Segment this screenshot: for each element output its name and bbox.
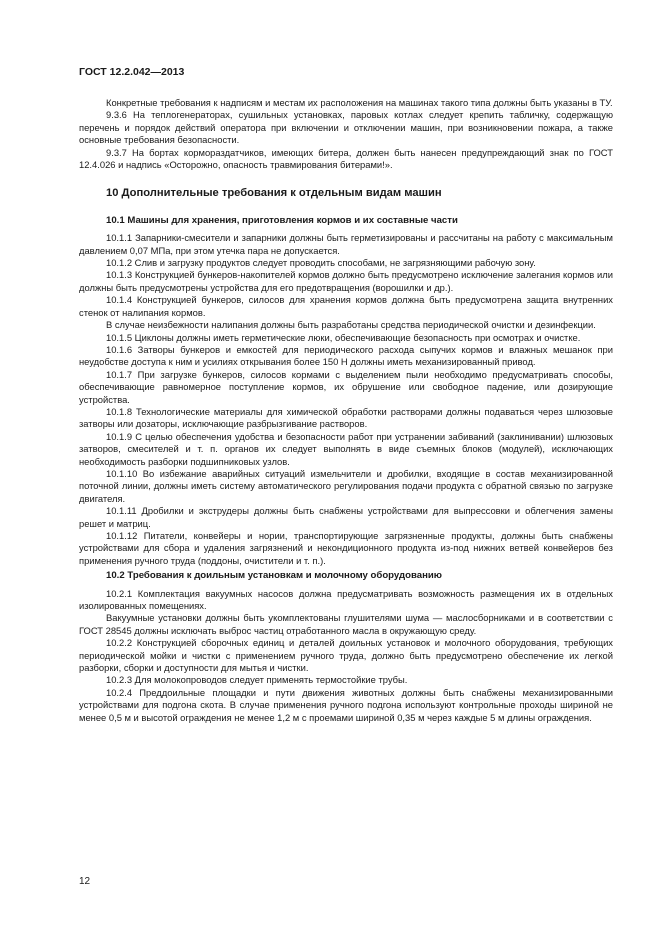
paragraph: 10.1.5 Циклоны должны иметь герметические люки, обеспечивающие безопасность при осмотрах и очистке. (106, 331, 581, 343)
paragraph: 10.2.3 Для молокопроводов следует применять термостойкие трубы. (106, 674, 408, 686)
paragraph: 10.1.10 Во избежание аварийных ситуаций измельчители и дробилки, входящие в состав механизированной поточной линии, должны иметь систему автоматического регулирования подачи продукта с обратной связью по загрузке двигателя. (79, 467, 613, 504)
paragraph: 10.1.3 Конструкцией бункеров-накопителей кормов должно быть предусмотрено исключение залегания кормов или должны быть предусмотрены устройства для его предотвращения (ворошилки и др.). (79, 269, 613, 293)
paragraph: 9.3.6 На теплогенераторах, сушильных установках, паровых котлах следует крепить табличку, содержащую перечень и порядок действий оператора при включении и отключении машин, при возникновении пожара, а также основные требования безопасности. (79, 109, 613, 146)
subsection-heading: 10.2 Требования к доильным установкам и молочному оборудованию (106, 570, 442, 582)
page-number: 12 (79, 876, 91, 887)
paragraph: 10.1.11 Дробилки и экструдеры должны быть снабжены устройствами для выпрессовки и облегчения замены решет и матриц. (79, 505, 613, 529)
document-body (79, 97, 613, 724)
paragraph: 10.2.2 Конструкцией сборочных единиц и деталей доильных установок и молочного оборудования, требующих периодической мойки и чистки с применением ручного труда, должно быть предусмотрено обеспечение их легкой разборки, сборки и доступности для мытья и чистки. (79, 637, 613, 674)
paragraph: 10.2.1 Комплектация вакуумных насосов должна предусматривать возможность размещения их в отдельных изолированных помещениях. (79, 587, 613, 612)
section-heading: 10 Дополнительные требования к отдельным видам машин (106, 187, 442, 200)
paragraph: 10.1.4 Конструкцией бункеров, силосов для хранения кормов должна быть предусмотрена защита внутренних стенок от налипания кормов. (79, 294, 613, 318)
paragraph: 10.1.1 Запарники-смесители и запарники должны быть герметизированы и рассчитаны на работу с максимальным давлением 0,07 МПа, при этом утечка пара не допускается. (79, 232, 613, 256)
paragraph: 10.1.7 При загрузке бункеров, силосов кормами с выделением пыли необходимо предусматривать способы, обеспечивающие равномерное поступление кормов, их обрушение или свободное падение, или дозирующие устройства. (79, 368, 613, 405)
paragraph: 10.1.12 Питатели, конвейеры и нории, транспортирующие загрязненные продукты, должны быть снабжены устройствами для сбора и удаления загрязнений и некондиционного продукта из-под нижних ветвей конвейеров без применения ручного труда (поддоны, очистители и т. п.). (79, 530, 613, 566)
paragraph: Вакуумные установки должны быть укомплектованы глушителями шума — маслосборниками и в соответствии с ГОСТ 28545 должны исключать выброс частиц отработанного масла в окружающую среду. (79, 612, 613, 636)
paragraph: 10.2.4 Преддоильные площадки и пути движения животных должны быть снабжены механизированными устройствами для подгона скота. В случае применения ручного подгона используют контрольные проходы шириной не менее 0,5 м и высотой ограждения не менее 1,2 м с проемами шириной 0,35 м через каждые 5 м длины ограждения. (79, 686, 613, 723)
paragraph: 10.1.9 С целью обеспечения удобства и безопасности работ при устранении забиваний (заклинивании) шлюзовых затворов, смесителей и т. п. органов их следует выполнять в виде съемных блоков (модулей), исключающих необходимость разборки подшипниковых узлов. (79, 430, 613, 467)
paragraph: 10.1.8 Технологические материалы для химической обработки растворами должны подаваться через шлюзовые затворы или дозаторы, исключающие разбрызгивание растворов. (79, 405, 613, 430)
paragraph: 10.1.2 Слив и загрузку продуктов следует проводить способами, не загрязняющими рабочую зону. (106, 257, 536, 269)
paragraph: 10.1.6 Затворы бункеров и емкостей для периодического расхода сыпучих кормов и влажных мешанок при неудобстве доступа к ним и усилиях открывания более 150 Н должны иметь механизированный привод. (79, 343, 613, 368)
paragraph: В случае неизбежности налипания должны быть разработаны средства периодической очистки и дезинфекции. (106, 319, 596, 331)
paragraph: Конкретные требования к надписям и местам их расположения на машинах такого типа должны быть указаны в ТУ. (106, 97, 613, 108)
document-header: ГОСТ 12.2.042—2013 (79, 66, 185, 78)
paragraph: 9.3.7 На бортах кормораздатчиков, имеющих битера, должен быть нанесен предупреждающий знак по ГОСТ 12.4.026 и надпись «Осторожно, опасность травмирования битерами!». (79, 146, 613, 171)
subsection-heading: 10.1 Машины для хранения, приготовления кормов и их составные части (106, 214, 458, 226)
